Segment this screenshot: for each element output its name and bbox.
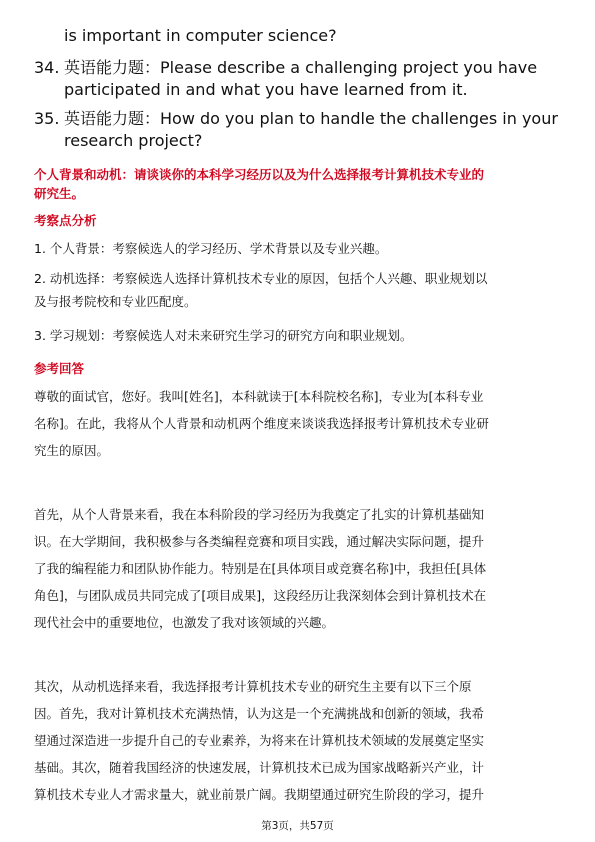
answer-heading: 参考回答 [34,361,85,376]
answer-line: 首先，从个人背景来看，我在本科阶段的学习经历为我奠定了扎实的计算机基础知 [34,507,485,522]
question-text: participated in and what you have learned from it. [64,80,468,99]
question-text: research project? [64,131,203,150]
analysis-line: 2. 动机选择：考察候选人选择计算机技术专业的原因，包括个人兴趣、职业规划以 [34,271,488,286]
answer-line: 识。在大学期间，我积极参与各类编程竞赛和项目实践，通过解决实际问题，提升 [34,534,485,549]
question-continuation: is important in computer science? [64,26,337,45]
page-footer: 第3页，共57页 [261,820,334,832]
analysis-line: 及与报考院校和专业匹配度。 [34,294,197,309]
answer-line: 望通过深造进一步提升自己的专业素养，为将来在计算机技术领域的发展奠定坚实 [34,733,485,748]
answer-line: 因。首先，我对计算机技术充满热情，认为这是一个充满挑战和创新的领域，我希 [34,706,485,721]
analysis-line: 1. 个人背景：考察候选人的学习经历、学术背景以及专业兴趣。 [34,241,388,256]
question-text: 英语能力题：How do you plan to handle the challenges in your [64,109,558,128]
question-text: 英语能力题：Please describe a challenging project you have [64,58,538,77]
question-number: 34. [34,58,60,77]
answer-line: 角色]，与团队成员共同完成了[项目成果]，这段经历让我深刻体会到计算机技术在 [34,588,487,603]
question-number: 35. [34,109,60,128]
answer-line: 究生的原因。 [34,443,110,458]
answer-line: 了我的编程能力和团队协作能力。特别是在[具体项目或竞赛名称]中，我担任[具体 [34,561,487,576]
answer-line: 尊敬的面试官，您好。我叫[姓名]，本科就读于[本科院校名称]，专业为[本科专业 [34,389,484,404]
answer-line: 现代社会中的重要地位，也激发了我对该领域的兴趣。 [34,615,335,630]
answer-line: 算机技术专业人才需求量大，就业前景广阔。我期望通过研究生阶段的学习，提升 [34,787,485,802]
answer-line: 基础。其次，随着我国经济的快速发展，计算机技术已成为国家战略新兴产业，计 [34,760,485,775]
section-title: 研究生。 [34,186,85,201]
analysis-heading: 考察点分析 [34,213,97,228]
answer-line: 名称]。在此，我将从个人背景和动机两个维度来谈谈我选择报考计算机技术专业研 [34,416,489,431]
section-title: 个人背景和动机：请谈谈你的本科学习经历以及为什么选择报考计算机技术专业的 [34,167,485,182]
analysis-line: 3. 学习规划：考察候选人对未来研究生学习的研究方向和职业规划。 [34,328,413,343]
answer-line: 其次，从动机选择来看，我选择报考计算机技术专业的研究生主要有以下三个原 [34,679,472,694]
